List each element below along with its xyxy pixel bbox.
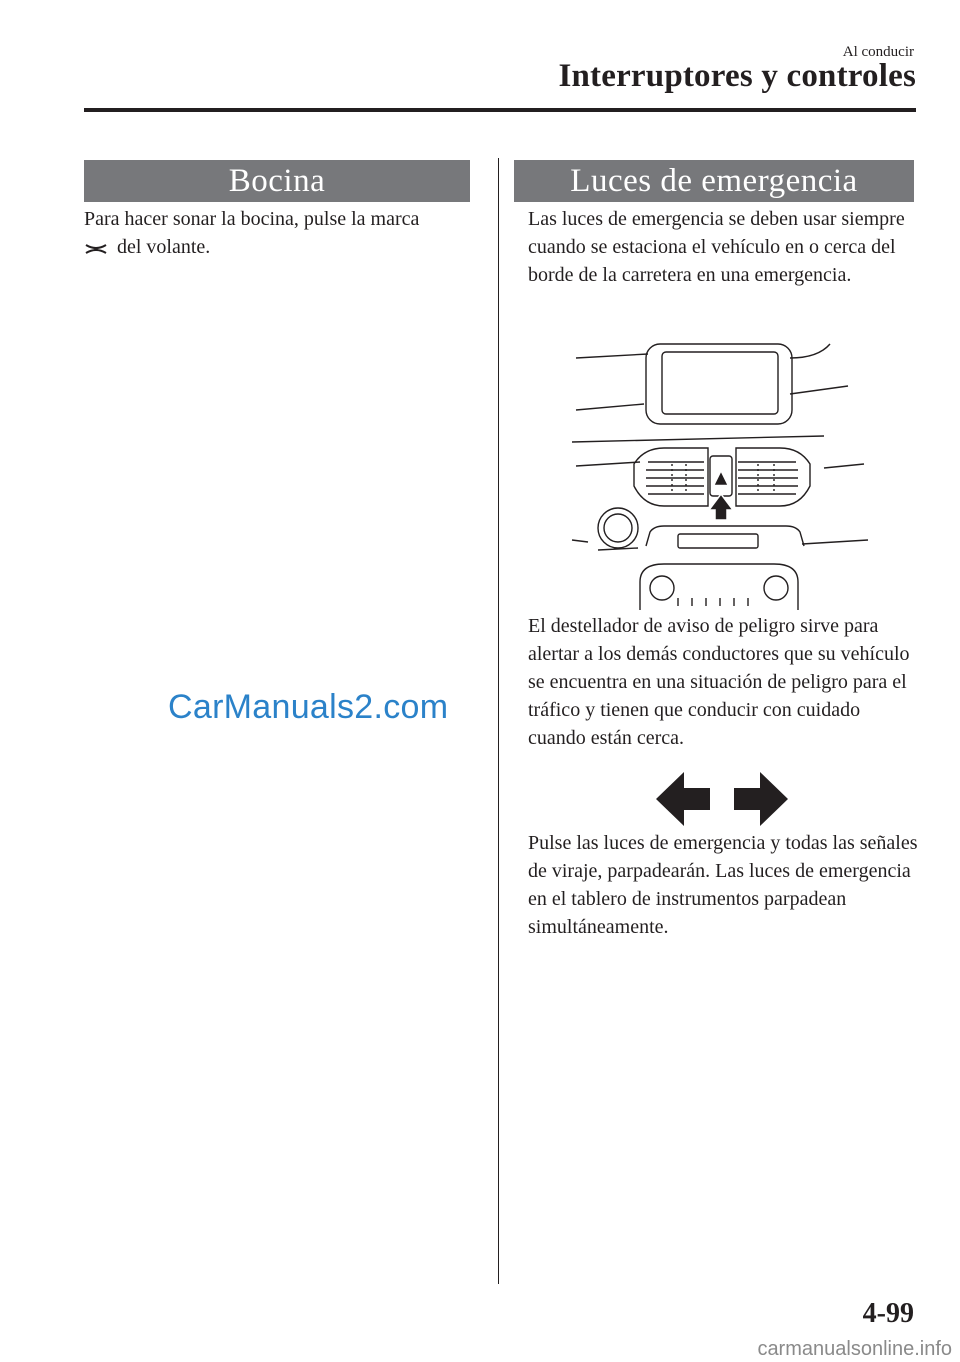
- bocina-text-line1: Para hacer sonar la bocina, pulse la marca: [84, 208, 420, 230]
- emergencia-instruction: Pulse las luces de emergencia y todas las señales de viraje, parpadearán. Las luces de emergencia en el tablero de instrumentos parpadean simultáneamente.: [528, 832, 918, 938]
- emergencia-intro: Las luces de emergencia se deben usar siempre cuando se estaciona el vehículo en o cerca del borde de la carretera en una emergencia.: [528, 208, 905, 286]
- footer-site-watermark: carmanualsonline.info: [757, 1338, 952, 1360]
- column-divider: [498, 158, 499, 1284]
- turn-signal-arrows-icon: [654, 770, 790, 828]
- section-label: Al conducir: [842, 44, 914, 60]
- page-number: 4-99: [862, 1298, 914, 1329]
- heading-luces-emergencia: Luces de emergencia: [514, 160, 914, 202]
- heading-bocina: Bocina: [84, 160, 470, 202]
- hazard-switch-dashboard-illustration: [568, 336, 874, 610]
- header-rule: [84, 108, 916, 112]
- bocina-text-line2: del volante.: [112, 236, 211, 258]
- bocina-paragraph: [84, 205, 476, 261]
- horn-icon: [84, 242, 108, 256]
- watermark-logo: CarManuals2.com: [168, 688, 449, 726]
- emergencia-description: El destellador de aviso de peligro sirve para alertar a los demás conductores que su vehículo se encuentra en una situación de peligro para el tráfico y tienen que conducir con cuidado cuando están cerca.: [528, 615, 910, 749]
- chapter-title: Interruptores y controles: [558, 58, 916, 94]
